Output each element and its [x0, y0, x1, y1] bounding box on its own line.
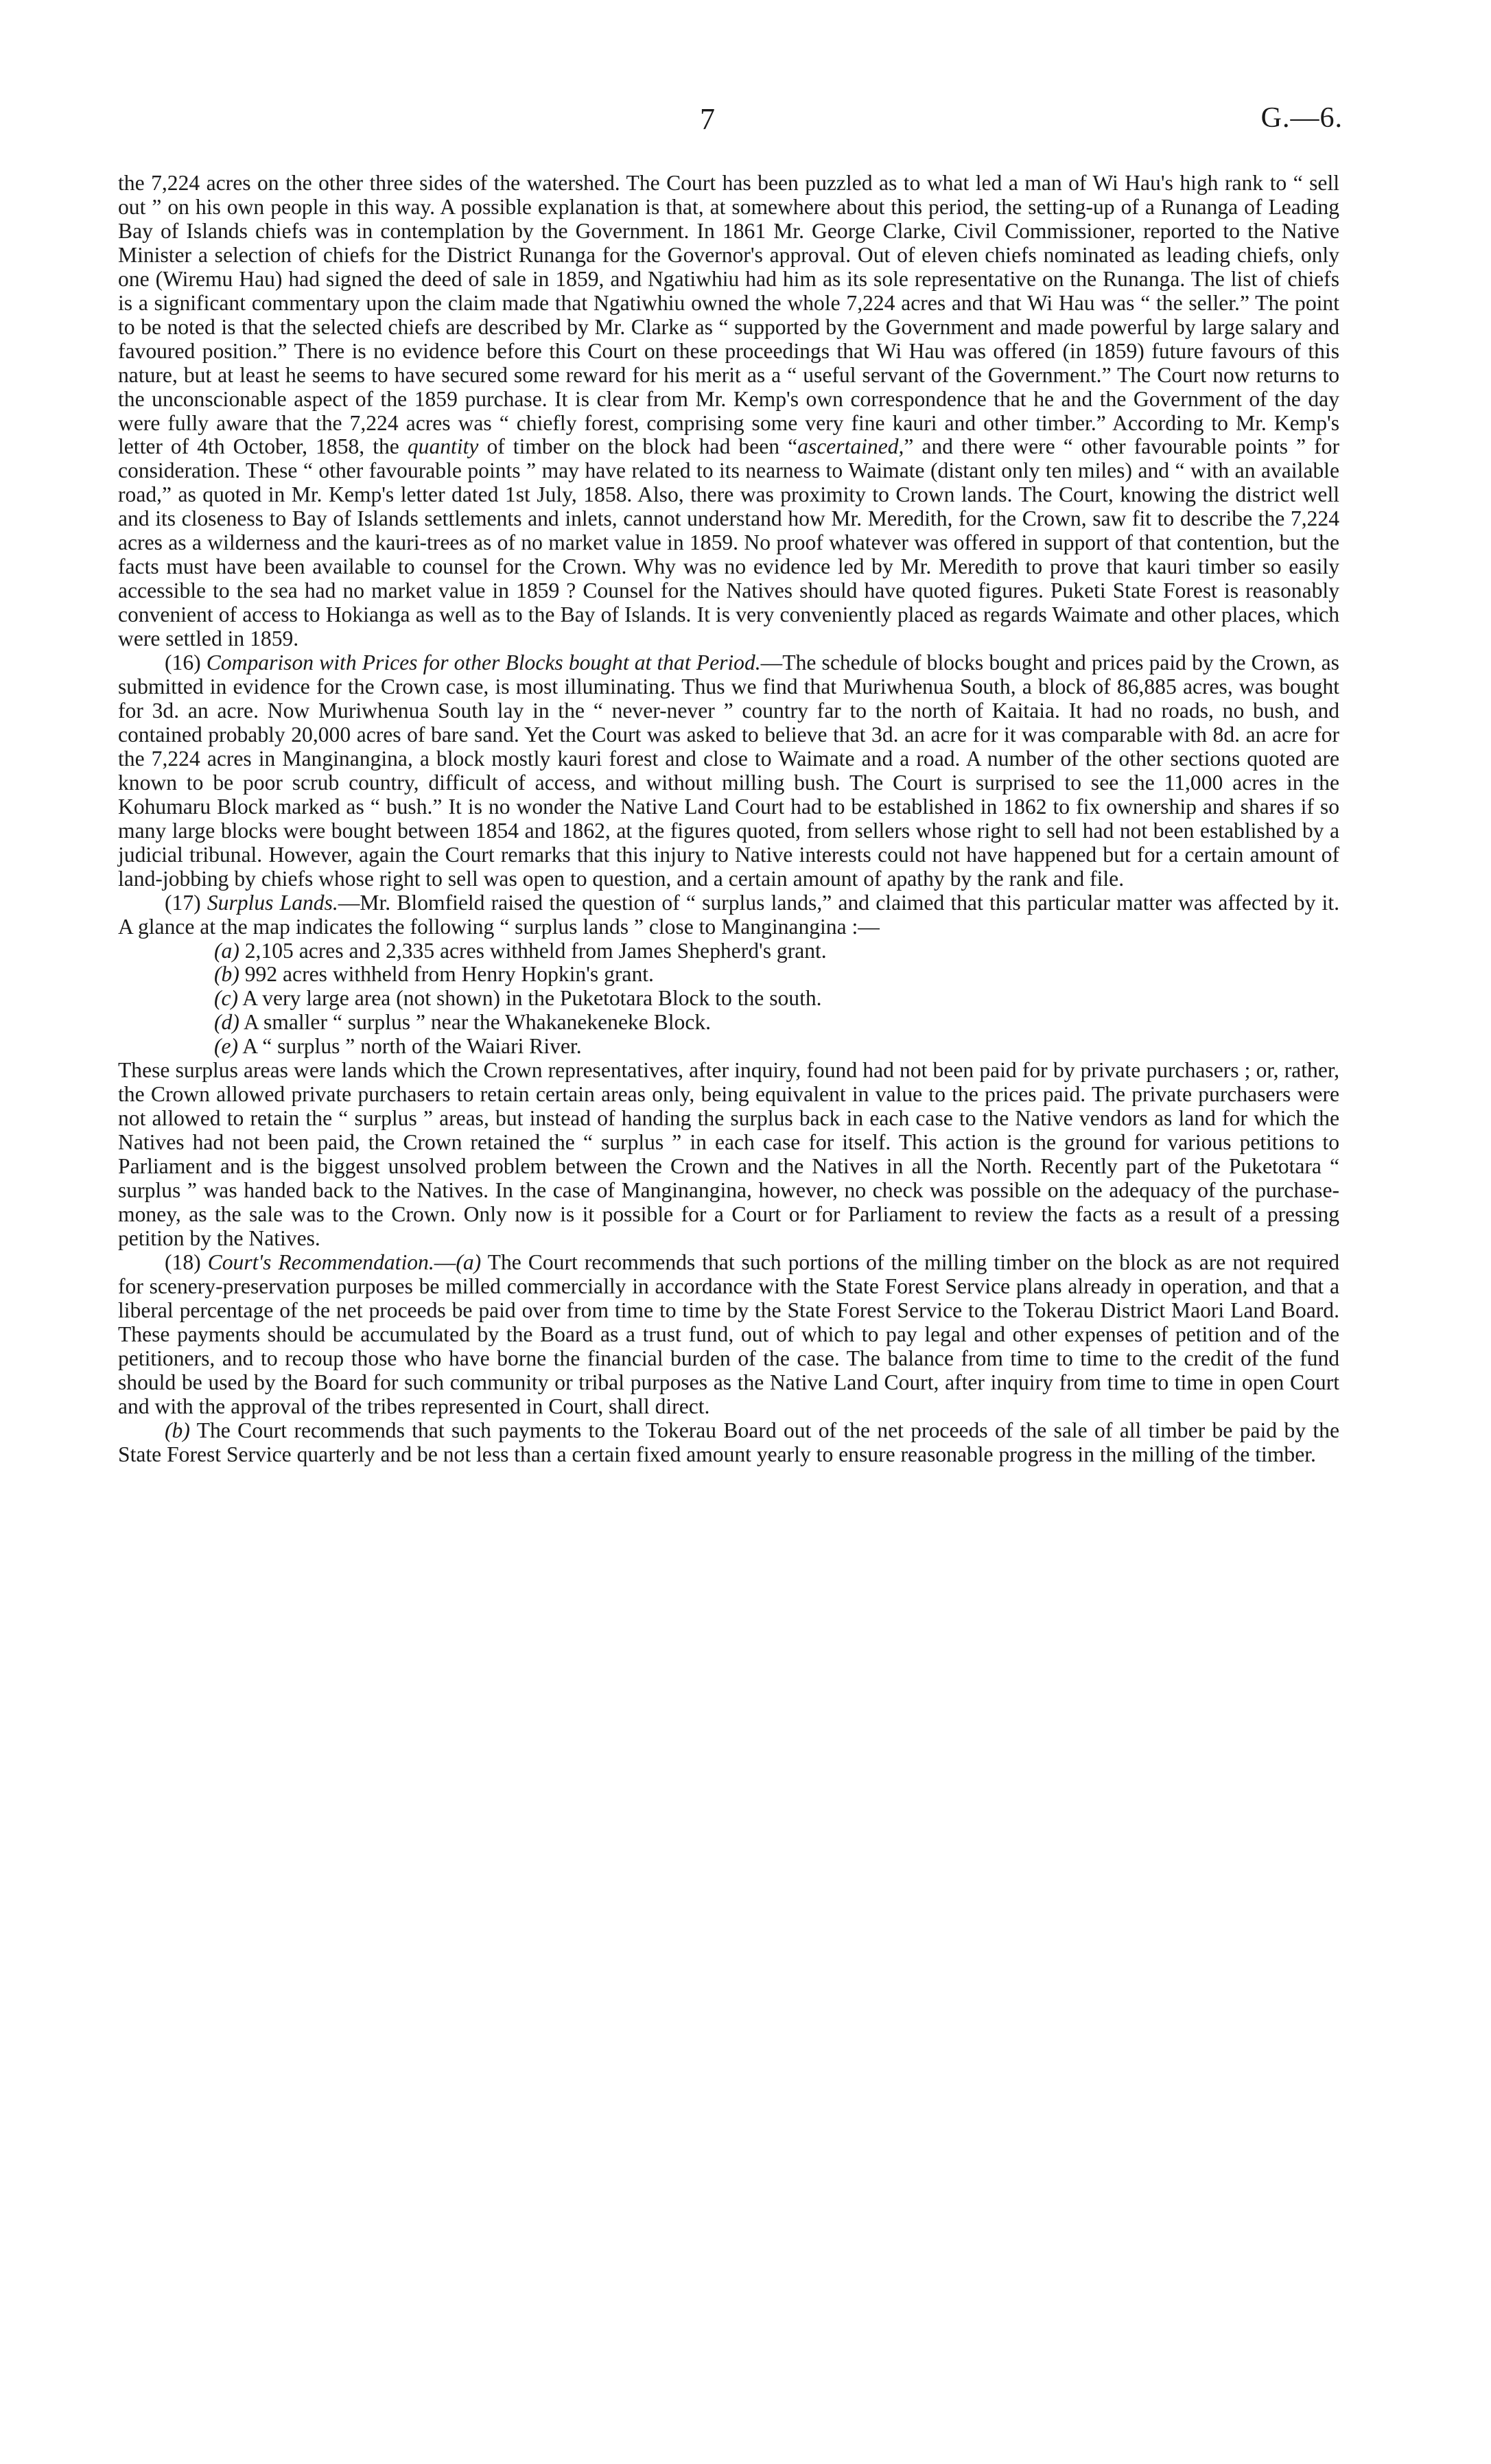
list-item: (a) 2,105 acres and 2,335 acres withheld from James Shepherd's grant. [214, 938, 827, 963]
surplus-paragraph: These surplus areas were lands which the Crown representatives, after inquiry, found had not been paid for by private purchasers ; or, rather, the Crown allowed private purchasers to retain certain areas only, being equivalent in value to the prices paid. The private purchasers were not allowed to retain the “ surplus ” areas, but instead of handing the surplus back in each case to the Native vendors as land for which the Natives had not been paid, the Crown retained the “ surplus ” in each case for itself. This action is the ground for various petitions to Parliament and is the biggest unsolved problem between the Crown and the Natives in all the North. Recently part of the Puketotara “ surplus ” was handed back to the Natives. In the case of Manginangina, however, no check was possible on the adequacy of the purchase-money, as the sale was to the Crown. Only now is it possible for a Court or for Parliament to review the facts as a result of a pressing petition by the Natives. [118, 1058, 1339, 1250]
section-17-heading: Surplus Lands. [207, 890, 338, 915]
list-item: (b) 992 acres withheld from Henry Hopkin's grant. [214, 962, 654, 987]
section-16-heading: Comparison with Prices for other Blocks bought at that Period. [206, 650, 761, 675]
list-item: (c) A very large area (not shown) in the Puketotara Block to the south. [214, 986, 822, 1011]
page-number: 7 [700, 102, 715, 136]
list-item: (e) A “ surplus ” north of the Waiari River. [214, 1034, 582, 1059]
section-18-heading: Court's Recommendation. [207, 1249, 434, 1274]
page-header [0, 102, 1491, 143]
section-18-b: (b) The Court recommends that such payments to the Tokerau Board out of the net proceeds of the sale of all timber be paid by the State Forest Service quarterly and be not less than a certain fixed amount yearly to ensure reasonable progress in the milling of the timber. [118, 1418, 1339, 1466]
surplus-lands-list [118, 939, 1339, 1059]
document-reference: G.—6. [1260, 102, 1343, 134]
section-18: (18) Court's Recommendation.—(a) The Court recommends that such portions of the milling timber on the block as are not required for scenery-preservation purposes be milled commercially in accordance with the State Forest Service plans already in operation, and that a liberal percentage of the net proceeds be paid over from time to time by the State Forest Service to the Tokerau District Maori Land Board. These payments should be accumulated by the Board as a trust fund, out of which to pay legal and other expenses of petition and of the petitioners, and to recoup those who have borne the financial burden of the case. The balance from time to time to the credit of the fund should be used by the Board for such community or tribal purposes as the Native Land Court, after inquiry from time to time in open Court and with the approval of the tribes represented in Court, shall direct. [118, 1249, 1339, 1418]
section-16: (16) Comparison with Prices for other Blocks bought at that Period.—The schedule of blocks bought and prices paid by the Crown, as submitted in evidence for the Crown case, is most illuminating. Thus we find that Muriwhenua South, a block of 86,885 acres, was bought for 3d. an acre. Now Muriwhenua South lay in the “ never-never ” country far to the north of Kaitaia. It had no roads, no bush, and contained probably 20,000 acres of bare sand. Yet the Court was asked to believe that 3d. an acre for it was comparable with 8d. an acre for the 7,224 acres in Manginangina, a block mostly kauri forest and close to Waimate and a road. A number of the other sections quoted are known to be poor scrub country, difficult of access, and without milling bush. The Court is surprised to see the 11,000 acres in the Kohumaru Block marked as “ bush.” It is no wonder the Native Land Court had to be established in 1862 to fix ownership and shares if so many large blocks were bought between 1854 and 1862, at the figures quoted, from sellers whose right to sell had not been established by a judicial tribunal. However, again the Court remarks that this injury to Native interests could not have happened but for a certain amount of land-jobbing by chiefs whose right to sell was open to question, and a certain amount of apathy by the rank and file. [118, 650, 1339, 891]
list-item: (d) A smaller “ surplus ” near the Whakanekeneke Block. [214, 1010, 712, 1035]
paragraph-continuation: the 7,224 acres on the other three sides of the watershed. The Court has been puzzled as to what led a man of Wi Hau's high rank to “ sell out ” on his own people in this way. A possible explanation is that, at somewhere about this period, the setting-up of a Runanga of Leading Bay of Islands chiefs was in contemplation by the Government. In 1861 Mr. George Clarke, Civil Commissioner, reported to the Native Minister a selection of chiefs for the District Runanga for the Governor's approval. Out of eleven chiefs nominated as leading chiefs, only one (Wiremu Hau) had signed the deed of sale in 1859, and Ngatiwhiu had him as its sole representative on the Runanga. The list of chiefs is a significant commentary upon the claim made that Ngatiwhiu owned the whole 7,224 acres and that Wi Hau was “ the seller.” The point to be noted is that the selected chiefs are described by Mr. Clarke as “ supported by the Government and made powerful by large salary and favoured position.” There is no evidence before this Court on these proceedings that Wi Hau was offered (in 1859) future favours of this nature, but at least he seems to have secured some reward for his merit as a “ useful servant of the Government.” The Court now returns to the unconscionable aspect of the 1859 purchase. It is clear from Mr. Kemp's own correspondence that he and the Government of the day were fully aware that the 7,224 acres was “ chiefly forest, comprising some very fine kauri and other timber.” According to Mr. Kemp's letter of 4th October, 1858, the quantity of timber on the block had been “ascertained,” and there were “ other favourable points ” for consideration. These “ other favourable points ” may have related to its nearness to Waimate (distant only ten miles) and “ with an available road,” as quoted in Mr. Kemp's letter dated 1st July, 1858. Also, there was proximity to Crown lands. The Court, knowing the district well and its closeness to Bay of Islands settlements and inlets, cannot understand how Mr. Meredith, for the Crown, saw fit to describe the 7,224 acres as a wilderness and the kauri-trees as of no market value in 1859. No proof whatever was offered in support of that contention, but the facts must have been available to counsel for the Crown. Why was no evidence led by Mr. Meredith to prove that kauri timber so easily accessible to the sea had no market value in 1859 ? Counsel for the Natives should have quoted figures. Puketi State Forest is reasonably convenient of access to Hokianga as well as to the Bay of Islands. It is very conveniently placed as regards Waimate and other places, which were settled in 1859. [118, 171, 1339, 651]
body-text [118, 172, 1339, 1466]
section-17: (17) Surplus Lands.—Mr. Blomfield raised the question of “ surplus lands,” and claimed that this particular matter was affected by it. A glance at the map indicates the following “ surplus lands ” close to Manginangina :— [118, 890, 1339, 939]
